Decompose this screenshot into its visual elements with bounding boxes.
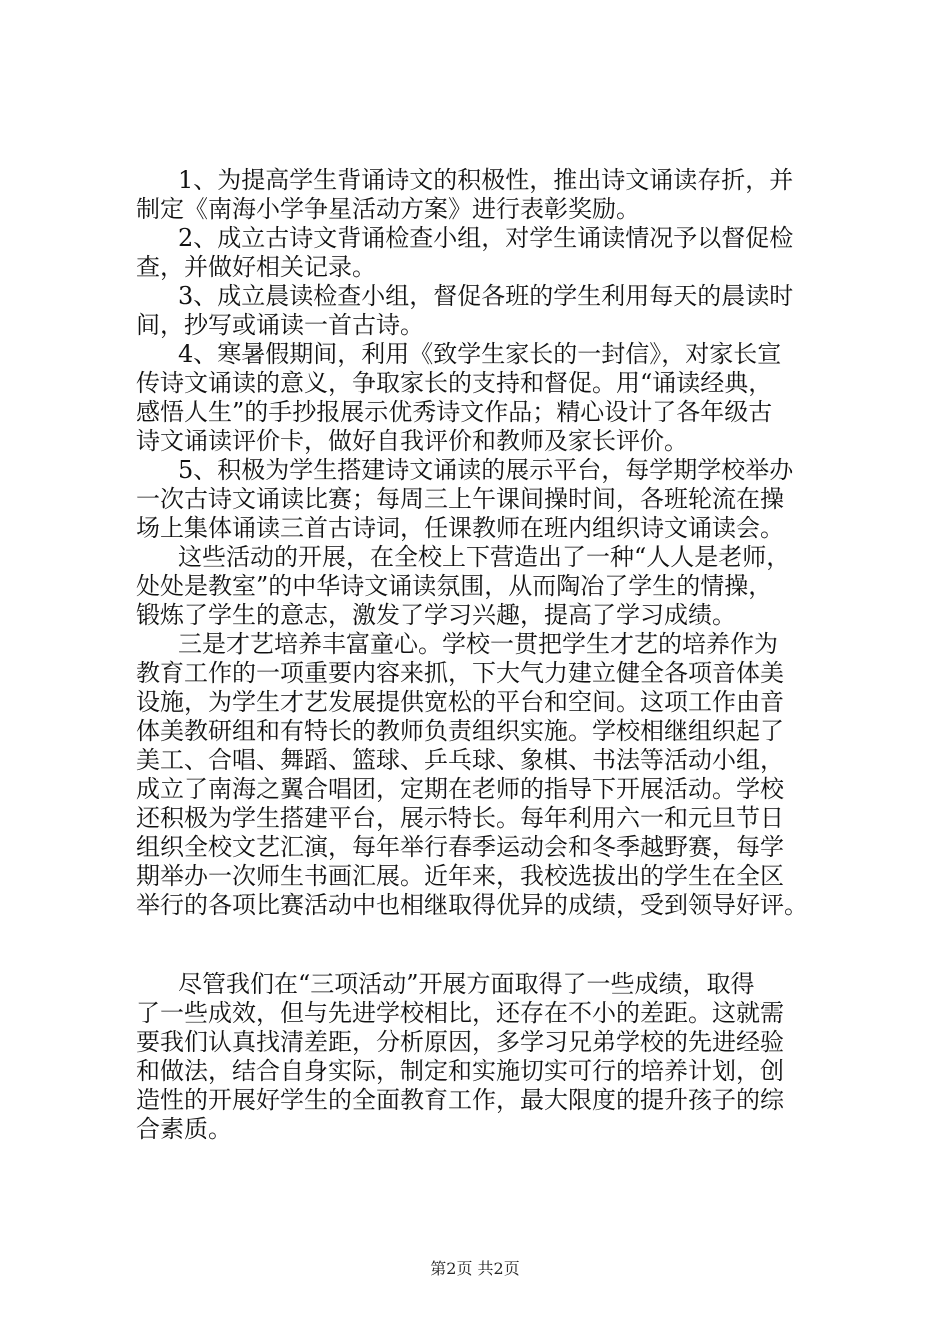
text-line: 这些活动的开展，在全校上下营造出了一种“人人是老师， — [178, 543, 791, 571]
text-line: 4、寒暑假期间，利用《致学生家长的一封信》，对家长宣 — [178, 340, 782, 368]
text-line: 美工、合唱、舞蹈、篮球、乒乓球、象棋、书法等活动小组， — [136, 746, 784, 774]
text-line: 了一些成效，但与先进学校相比，还存在不小的差距。这就需 — [136, 999, 784, 1027]
paragraph-5 — [136, 456, 852, 543]
text-line: 三是才艺培养丰富童心。学校一贯把学生才艺的培养作为 — [178, 630, 778, 658]
text-line: 期举办一次师生书画汇展。近年来，我校选拔出的学生在全区 — [136, 862, 784, 890]
paragraph-3 — [136, 282, 852, 340]
paragraph-spacer — [136, 920, 852, 970]
text-line: 体美教研组和有特长的教师负责组织实施。学校相继组织起了 — [136, 717, 784, 745]
text-line: 还积极为学生搭建平台，展示特长。每年利用六一和元旦节日 — [136, 804, 784, 832]
text-line: 处处是教室”的中华诗文诵读氛围，从而陶冶了学生的情操， — [136, 572, 773, 600]
page-number-footer: 第2页 共2页 — [430, 1259, 520, 1278]
text-line: 传诗文诵读的意义，争取家长的支持和督促。用“诵读经典， — [136, 369, 773, 397]
text-line: 教育工作的一项重要内容来抓，下大气力建立健全各项音体美 — [136, 659, 784, 687]
document-body — [136, 166, 852, 1144]
text-line: 成立了南海之翼合唱团，定期在老师的指导下开展活动。学校 — [136, 775, 784, 803]
text-line: 间，抄写或诵读一首古诗。 — [136, 311, 424, 339]
text-line: 组织全校文艺汇演，每年举行春季运动会和冬季越野赛，每学 — [136, 833, 784, 861]
text-line: 制定《南海小学争星活动方案》进行表彰奖励。 — [136, 195, 640, 223]
text-line: 一次古诗文诵读比赛；每周三上午课间操时间，各班轮流在操 — [136, 485, 784, 513]
text-line: 感悟人生”的手抄报展示优秀诗文作品；精心设计了各年级古 — [136, 398, 773, 426]
text-line: 造性的开展好学生的全面教育工作，最大限度的提升孩子的综 — [136, 1086, 784, 1114]
text-line: 要我们认真找清差距，分析原因，多学习兄弟学校的先进经验 — [136, 1028, 784, 1056]
text-line: 合素质。 — [136, 1115, 232, 1143]
paragraph-7 — [136, 630, 852, 920]
text-line: 2、成立古诗文背诵检查小组，对学生诵读情况予以督促检 — [178, 224, 794, 252]
text-line: 1、为提高学生背诵诗文的积极性，推出诗文诵读存折，并 — [178, 166, 794, 194]
text-line: 和做法，结合自身实际，制定和实施切实可行的培养计划，创 — [136, 1057, 784, 1085]
paragraph-6 — [136, 543, 852, 630]
text-line: 查，并做好相关记录。 — [136, 253, 376, 281]
text-line: 诗文诵读评价卡，做好自我评价和教师及家长评价。 — [136, 427, 688, 455]
paragraph-4 — [136, 340, 852, 456]
text-line: 锻炼了学生的意志，激发了学习兴趣，提高了学习成绩。 — [136, 601, 736, 629]
text-line: 尽管我们在“三项活动”开展方面取得了一些成绩，取得 — [178, 970, 755, 998]
text-line: 场上集体诵读三首古诗词，任课教师在班内组织诗文诵读会。 — [136, 514, 784, 542]
paragraph-8 — [136, 970, 852, 1144]
paragraph-2 — [136, 224, 852, 282]
text-line: 举行的各项比赛活动中也相继取得优异的成绩，受到领导好评。 — [136, 891, 808, 919]
text-line: 3、成立晨读检查小组，督促各班的学生利用每天的晨读时 — [178, 282, 794, 310]
text-line: 5、积极为学生搭建诗文诵读的展示平台，每学期学校举办 — [178, 456, 794, 484]
paragraph-1 — [136, 166, 852, 224]
text-line: 设施，为学生才艺发展提供宽松的平台和空间。这项工作由音 — [136, 688, 784, 716]
